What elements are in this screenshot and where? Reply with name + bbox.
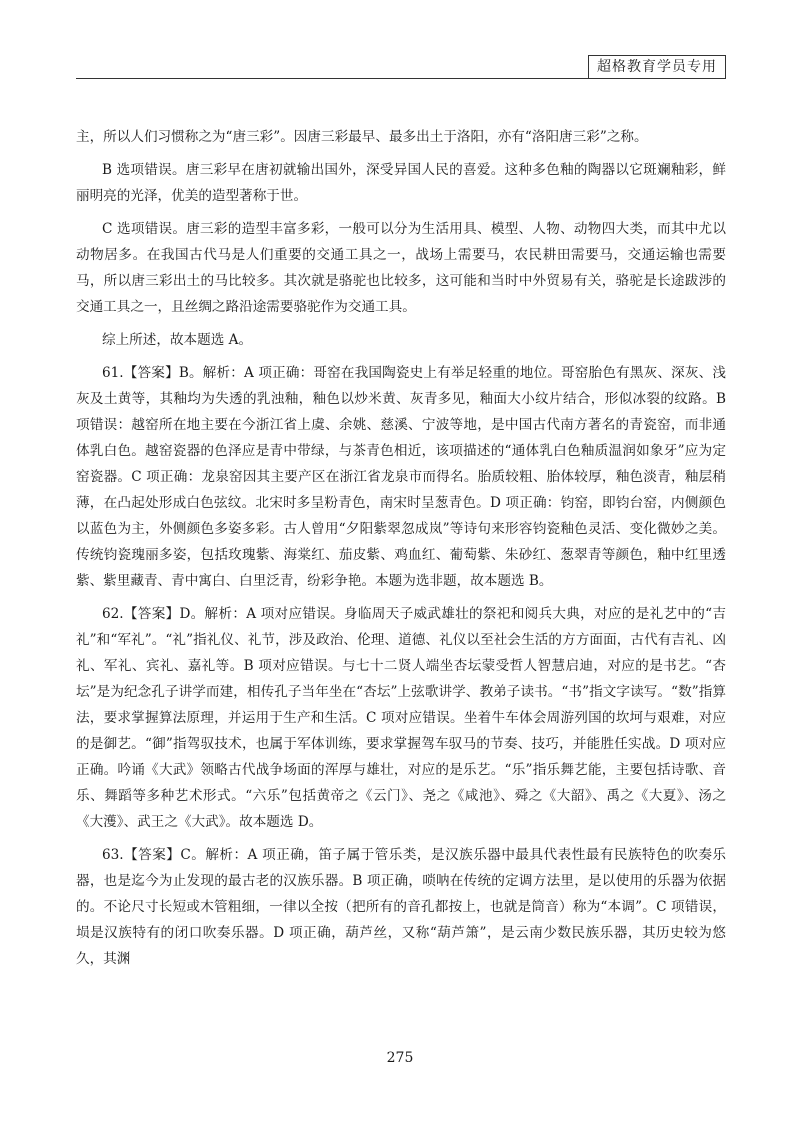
paragraph-4: 61.【答案】B。解析：A 项正确：哥窑在我国陶瓷史上有举足轻重的地位。哥窑胎色有黑灰、深灰、浅灰及土黄等，其釉均为失透的乳浊釉，釉色以炒米黄、灰青多见，釉面大小纹片结合，形似冰裂的纹路。B 项错误：越窑所在地主要在今浙江省上虞、余姚、慈溪、宁波等地，是中国古代南方著名的青瓷窑，而非通体乳白色。越窑瓷器的色泽应是青中带绿，与茶青色相近，该项描述的“通体乳白色釉质温润如象牙”应为定窑瓷器。C 项正确：龙泉窑因其主要产区在浙江省龙泉市而得名。胎质较粗、胎体较厚，釉色淡青，釉层稍薄，在凸起处形成白色弦纹。北宋时多呈粉青色，南宋时呈葱青色。D 项正确：钧窑，即钧台窑，内侧颜色以蓝色为主，外侧颜色多姿多彩。古人曾用“夕阳紫翠忽成岚”等诗句来形容钧瓷釉色灵活、变化微妙之美。传统钧瓷瑰丽多姿，包括玫瑰紫、海棠红、茄皮紫、鸡血红、葡萄紫、朱砂红、葱翠青等颜色，釉中红里透紫、紫里藏青、青中寓白、白里泛青，纷彩争艳。本题为选非题，故本题选 B。 [76,365,726,589]
header-divider [76,78,726,79]
header-badge: 超格教育学员专用 [588,55,726,79]
paragraph-6: 63.【答案】C。解析：A 项正确，笛子属于管乐类，是汉族乐器中最具代表性最有民族特色的吹奏乐器，也是迄今为止发现的最古老的汉族乐器。B 项正确，唢呐在传统的定调方法里，是以使用的乐器为依据的。不论尺寸长短或木管粗细，一律以全按（把所有的音孔都按上，也就是筒音）称为“本调”。C 项错误，埙是汉族特有的闭口吹奏乐器。D 项正确，葫芦丝，又称“葫芦箫”，是云南少数民族乐器，其历史较为悠久，其渊 [76,847,726,967]
paragraph-2: C 选项错误。唐三彩的造型丰富多彩，一般可以分为生活用具、模型、人物、动物四大类，而其中尤以动物居多。在我国古代马是人们重要的交通工具之一，战场上需要马，农民耕田需要马，交通运输也需要马，所以唐三彩出土的马比较多。其次就是骆驼也比较多，这可能和当时中外贸易有关，骆驼是长途跋涉的交通工具之一，且丝绸之路沿途需要骆驼作为交通工具。 [76,221,726,315]
paragraph-3: 综上所述，故本题选 A。 [102,332,253,348]
paragraph-0: 主，所以人们习惯称之为“唐三彩”。因唐三彩最早、最多出土于洛阳，亦有“洛阳唐三彩”之称。 [76,129,648,145]
paragraph-1: B 选项错误。唐三彩早在唐初就输出国外，深受异国人民的喜爱。这种多色釉的陶器以它斑斓釉彩，鲜丽明亮的光泽，优美的造型著称于世。 [76,162,726,204]
document-body [76,124,726,979]
paragraph-5: 62.【答案】D。解析：A 项对应错误。身临周天子威武雄壮的祭祀和阅兵大典，对应的是礼艺中的“吉礼”和“军礼”。“礼”指礼仪、礼节，涉及政治、伦理、道德、礼仪以至社会生活的方方面面，古代有吉礼、凶礼、军礼、宾礼、嘉礼等。B 项对应错误。与七十二贤人端坐杏坛蒙受哲人智慧启迪，对应的是书艺。“杏坛”是为纪念孔子讲学而建，相传孔子当年坐在“杏坛”上弦歌讲学、教弟子读书。“书”指文字读写。“数”指算法，要求掌握算法原理，并运用于生产和生活。C 项对应错误。坐着牛车体会周游列国的坎坷与艰难，对应的是御艺。“御”指驾驭技术，也属于军体训练，要求掌握驾车驭马的节奏、技巧，并能胜任实战。D 项对应正确。吟诵《大武》领略古代战争场面的浑厚与雄壮，对应的是乐艺。“乐”指乐舞艺能，主要包括诗歌、音乐、舞蹈等多种艺术形式。“六乐”包括黄帝之《云门》、尧之《咸池》、舜之《大韶》、禹之《大夏》、汤之《大濩》、武王之《大武》。故本题选 D。 [76,606,726,830]
page-number: 275 [386,1050,414,1066]
